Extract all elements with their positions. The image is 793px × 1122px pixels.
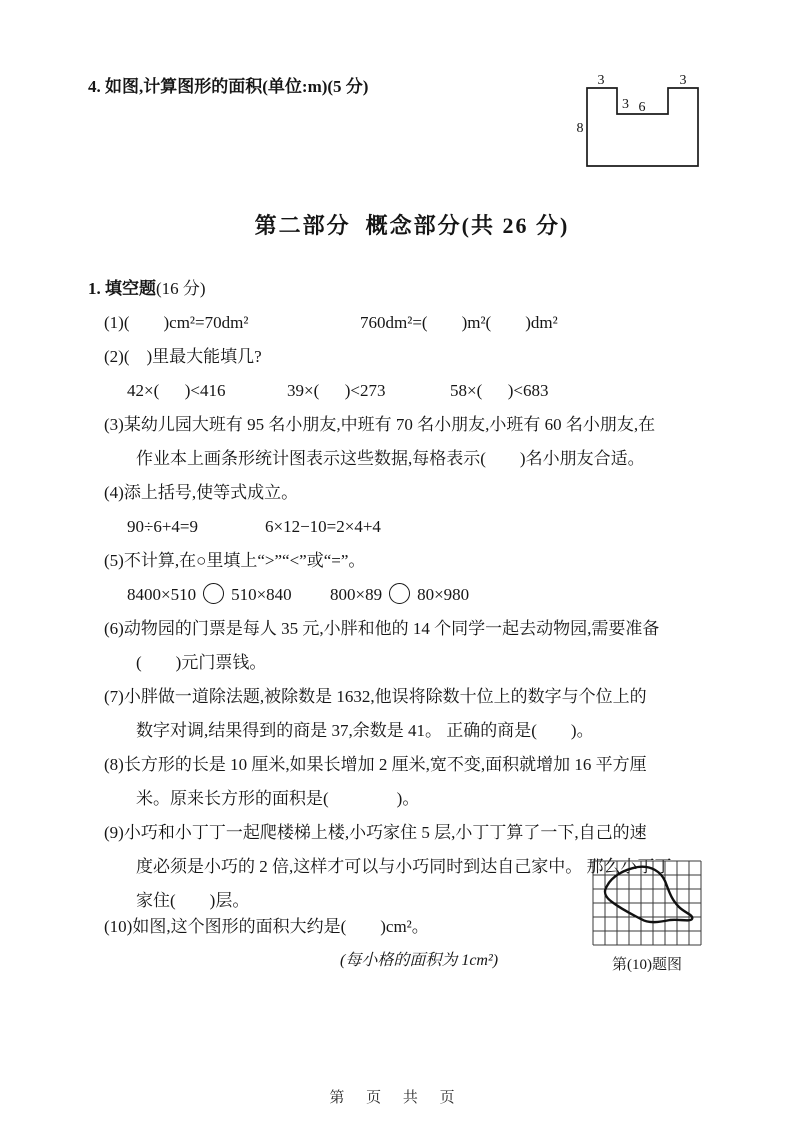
fill-item-4-eq-b: 6×12−10=2×4+4 [265,517,381,536]
fill-item-5-cmp-b-left: 800×89 [330,585,383,604]
fill-item-5-comparisons [88,578,736,612]
fill-item-1 [88,306,736,340]
fill-item-3-line2: 作业本上画条形统计图表示这些数据,每格表示( )名小朋友合适。 [136,449,645,468]
fill-item-2-equations [88,374,736,408]
question-4-title: 4. 如图,计算图形的面积(单位:m)(5 分) [88,77,369,96]
fill-item-6-line2: ( )元门票钱。 [136,653,267,672]
fill-item-8-line2: 米。原来长方形的面积是( )。 [136,789,420,808]
fill-item-1b: 760dm²=( )m²( )dm² [360,313,558,332]
fill-item-9-line2: 度必须是小巧的 2 倍,这样才可以与小巧同时到达自己家中。 那么小丁丁 [136,857,672,876]
fill-item-2-eq-a: 42×( )<416 [127,381,226,400]
question-4-figure [573,66,718,175]
fill-item-5-cmp-a-left: 8400×510 [127,585,197,604]
fill-item-4-eq-a: 90÷6+4=9 [127,517,199,536]
page-footer: 第 页 共 页 [329,1090,464,1106]
dim-label-top-left: 3 [597,73,605,88]
page-content [88,70,736,978]
dim-label-left-height: 8 [576,121,584,136]
notched-rectangle-shape [573,66,718,170]
fill-item-5-cmp-a-right: 510×840 [231,585,292,604]
fill-item-10: (10)如图,这个图形的面积大约是( )cm²。 [104,917,429,936]
section-2-heading: 第二部分 概念部分(共 26 分) [254,213,570,238]
question-10-figure-caption: 第(10)题图 [612,957,682,973]
fill-item-5-cmp-a [127,578,330,612]
fill-item-7-line2: 数字对调,结果得到的商是 37,余数是 41。 正确的商是( )。 [136,721,594,740]
fill-in-heading-number: 1. 填空题 [88,279,156,298]
fill-item-5-cmp-b-right: 80×980 [417,585,470,604]
fill-item-6-line1: (6)动物园的门票是每人 35 元,小胖和他的 14 个同学一起去动物园,需要准备 [104,619,660,638]
comparison-circle-icon [389,583,410,604]
fill-item-8-line1: (8)长方形的长是 10 厘米,如果长增加 2 厘米,宽不变,面积就增加 16 平方厘 [104,755,647,774]
dim-label-notch-width: 6 [638,100,646,115]
question-10-figure [591,860,703,976]
fill-item-10-note: (每小格的面积为 1cm²) [340,952,499,969]
fill-item-5: (5)不计算,在○里填上“>”“<”或“=”。 [104,551,366,570]
grid-horizontal-lines [593,861,701,945]
fill-item-9-line1: (9)小巧和小丁丁一起爬楼梯上楼,小巧家住 5 层,小丁丁算了一下,自己的速 [104,823,647,842]
fill-item-3-line1: (3)某幼儿园大班有 95 名小朋友,中班有 70 名小朋友,小班有 60 名小朋友,在 [104,415,656,434]
fill-in-heading-score: (16 分) [156,279,206,298]
fill-item-4-equations [88,510,736,544]
fill-item-7-line1: (7)小胖做一道除法题,被除数是 1632,他误将除数十位上的数字与个位上的 [104,687,647,706]
fill-item-2-eq-b: 39×( )<273 [287,381,386,400]
dim-label-notch-depth: 3 [622,97,629,112]
fill-item-1a: (1)( )cm²=70dm² [104,313,249,332]
area-estimation-grid [592,860,702,946]
fill-item-2: (2)( )里最大能填几? [104,347,262,366]
fill-item-4: (4)添上括号,使等式成立。 [104,483,299,502]
fill-item-9-line3: 家住( )层。 [136,891,250,910]
fill-item-2-eq-c: 58×( )<683 [450,381,549,400]
dim-label-top-right: 3 [679,73,687,88]
comparison-circle-icon [203,583,224,604]
fill-item-5-cmp-b [330,585,469,604]
fill-in-heading [88,272,736,306]
